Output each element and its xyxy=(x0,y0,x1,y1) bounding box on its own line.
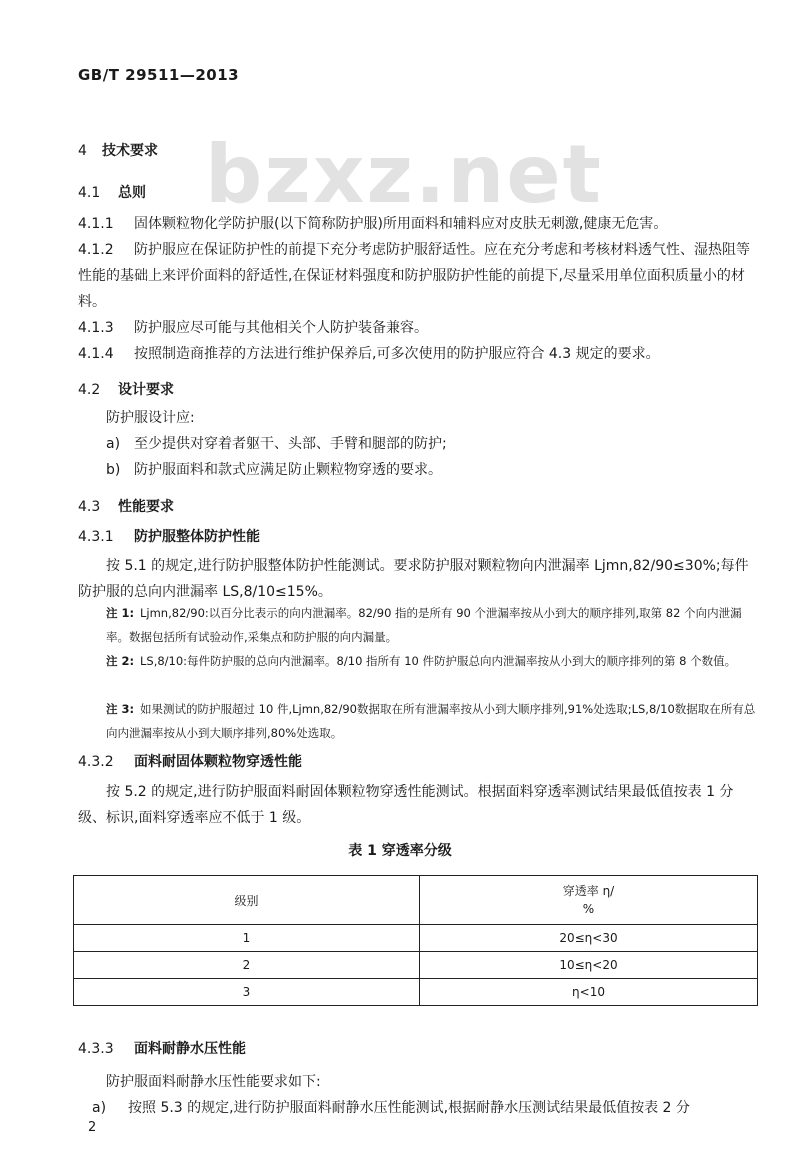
design-item-a xyxy=(106,431,756,457)
clause-4-1-4 xyxy=(78,341,758,367)
note-text: LS,8/10:每件防护服的总向内泄漏率。8/10 指所有 10 件防护服总向内泄漏率按从小到大的顺序排列的第 8 个数值。 xyxy=(140,654,737,668)
watermark: bzxz.net xyxy=(205,128,603,221)
clause-4-1-2 xyxy=(78,237,758,315)
section-number: 4.2 xyxy=(78,382,101,398)
note-text: Ljmn,82/90:以百分比表示的向内泄漏率。82/90 指的是所有 90 个泄漏率按从小到大的顺序排列,取第 82 个向内泄漏率。数据包括所有试验动作,采集点和防护服的向内漏量。 xyxy=(106,606,742,644)
clause-number: 4.1.2 xyxy=(78,242,114,258)
list-label: a) xyxy=(106,436,121,452)
cell-level: 3 xyxy=(74,979,420,1006)
clause-text: 防护服应尽可能与其他相关个人防护装备兼容。 xyxy=(134,320,428,336)
note-3 xyxy=(106,697,758,745)
clause-4-3-3-intro: 防护服面料耐静水压性能要求如下: xyxy=(106,1074,321,1090)
section-4-heading xyxy=(78,140,158,160)
list-text: 至少提供对穿着者躯干、头部、手臂和腿部的防护; xyxy=(134,436,447,452)
note-1 xyxy=(106,601,758,649)
note-label: 注 2: xyxy=(106,654,135,668)
list-label: a) xyxy=(92,1100,107,1116)
list-label: b) xyxy=(106,462,121,478)
cell-level: 2 xyxy=(74,952,420,979)
section-number: 4.3.1 xyxy=(78,529,114,545)
section-number: 4.1 xyxy=(78,185,101,201)
section-number: 4 xyxy=(78,143,87,159)
section-4-3-1-heading xyxy=(78,526,260,546)
cell-range: η<10 xyxy=(420,979,758,1006)
section-4-2-heading xyxy=(78,379,174,399)
clause-text: 按照制造商推荐的方法进行维护保养后,可多次使用的防护服应符合 4.3 规定的要求。 xyxy=(134,346,660,362)
list-text: 防护服面料和款式应满足防止颗粒物穿透的要求。 xyxy=(134,462,442,478)
clause-4-3-1-text: 按 5.1 的规定,进行防护服整体防护性能测试。要求防护服对颗粒物向内泄漏率 Ljmn,82/90≤30%;每件防护服的总向内泄漏率 LS,8/10≤15%。 xyxy=(78,558,749,600)
table-row xyxy=(74,925,758,952)
section-number: 4.3.2 xyxy=(78,754,114,770)
section-title: 面料耐静水压性能 xyxy=(134,1041,246,1057)
note-label: 注 1: xyxy=(106,606,135,620)
table-1-caption: 表 1 穿透率分级 xyxy=(348,843,452,859)
design-intro: 防护服设计应: xyxy=(106,410,195,426)
clause-number: 4.1.3 xyxy=(78,320,114,336)
table-header-penetration xyxy=(420,876,758,925)
design-item-b xyxy=(106,457,756,483)
clause-number: 4.1.4 xyxy=(78,346,114,362)
clause-4-1-1 xyxy=(78,211,758,237)
clause-4-3-2-text: 按 5.2 的规定,进行防护服面料耐固体颗粒物穿透性能测试。根据面料穿透率测试结果最低值按表 1 分级、标识,面料穿透率应不低于 1 级。 xyxy=(78,784,734,826)
header-line-2: % xyxy=(582,902,595,916)
cell-range: 20≤η<30 xyxy=(420,925,758,952)
table-row xyxy=(74,979,758,1006)
note-text: 如果测试的防护服超过 10 件,Ljmn,82/90数据取在所有泄漏率按从小到大顺序排列,91%处选取;LS,8/10数据取在所有总向内泄漏率按从小到大顺序排列,80%处选取。 xyxy=(106,702,756,740)
section-number: 4.3.3 xyxy=(78,1041,114,1057)
clause-number: 4.1.1 xyxy=(78,216,114,232)
table-1-penetration-grades xyxy=(73,875,758,1006)
table-row xyxy=(74,952,758,979)
table-header-level: 级别 xyxy=(74,876,420,925)
section-4-3-heading xyxy=(78,496,174,516)
list-text: 按照 5.3 的规定,进行防护服面料耐静水压性能测试,根据耐静水压测试结果最低值按表 2 分 xyxy=(128,1100,690,1116)
section-4-1-heading xyxy=(78,182,146,202)
clause-4-3-3-item-a xyxy=(92,1095,760,1121)
clause-4-1-3 xyxy=(78,315,758,341)
section-title: 防护服整体防护性能 xyxy=(134,529,260,545)
section-title: 性能要求 xyxy=(118,499,174,515)
section-title: 总则 xyxy=(118,185,146,201)
cell-level: 1 xyxy=(74,925,420,952)
note-2 xyxy=(106,649,758,673)
section-title: 面料耐固体颗粒物穿透性能 xyxy=(134,754,302,770)
header-line-1: 穿透率 η/ xyxy=(562,884,615,898)
cell-range: 10≤η<20 xyxy=(420,952,758,979)
section-number: 4.3 xyxy=(78,499,101,515)
standard-code: GB/T 29511—2013 xyxy=(78,66,240,84)
section-4-3-2-heading xyxy=(78,751,302,771)
section-4-3-3-heading xyxy=(78,1038,246,1058)
clause-text: 固体颗粒物化学防护服(以下简称防护服)所用面料和辅料应对皮肤无刺激,健康无危害。 xyxy=(134,216,668,232)
note-label: 注 3: xyxy=(106,702,135,716)
section-title: 设计要求 xyxy=(118,382,174,398)
page-number: 2 xyxy=(88,1120,97,1135)
section-title: 技术要求 xyxy=(102,143,158,159)
clause-text: 防护服应在保证防护性的前提下充分考虑防护服舒适性。应在充分考虑和考核材料透气性、湿热阻等性能的基础上来评价面料的舒适性,在保证材料强度和防护服防护性能的前提下,尽量采用单位面积质量小的材料。 xyxy=(78,242,750,310)
